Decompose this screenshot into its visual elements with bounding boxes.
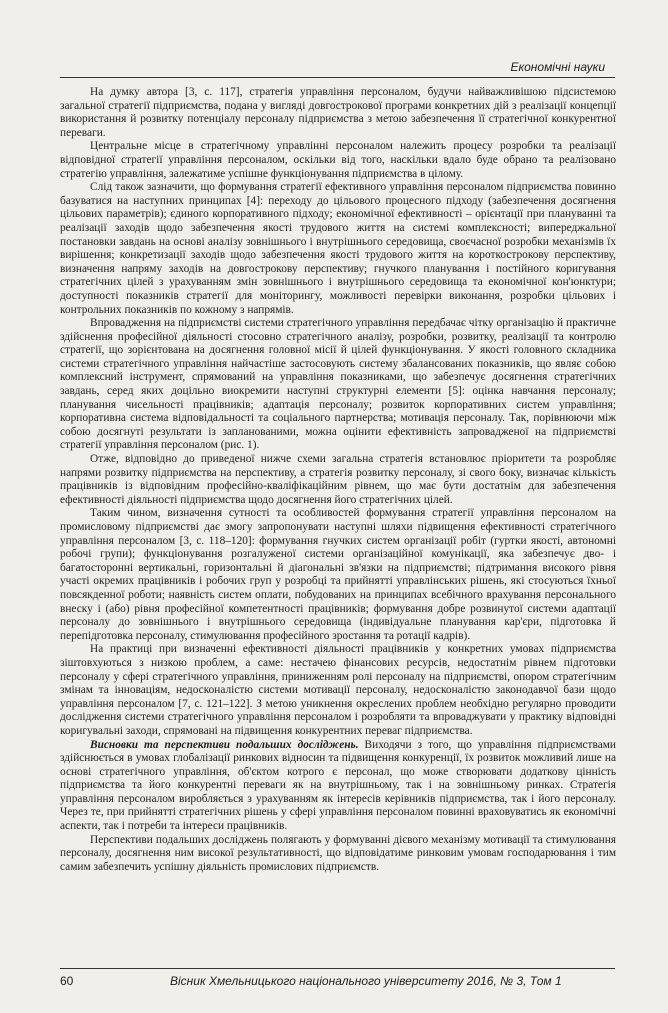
conclusions-text: Виходячи з того, що управління підприємствами здійснюється в умовах глобалізації ринкових відносин та підвищення конкуренції, їх розвиток можливий лише на основі стратегічного управління, об'єктом котрого є персонал, що може створювати додаткову цінність підприємства та його конкурентні переваги як на внутрішньому, так і на зовнішньому ринках. Стратегія управління персоналом виробляється з урахуванням як інтересів керівників підприємства, так і його персоналу. Через те, при прийнятті стратегічних рішень у сфері управління персоналом повинні враховуватись як економічні аспекти, так і потреби та інтереси працівників. [60,738,616,833]
paragraph: Отже, відповідно до приведеної нижче схеми загальна стратегія встановлює пріоритети та розробляє напрями розвитку підприємства на перспективу, а стратегія розвитку персоналу, зі свого боку, визначає кількість працівників із відповідним професійно-кваліфікаційним рівнем, що має бути достатнім для забезпечення ефективності діяльності підприємства щодо досягнення його стратегічних цілей. [60,453,616,506]
conclusions-heading: Висновки та перспективи подальших досліджень. [90,738,359,751]
final-paragraph: Перспективи подальших досліджень полягають у формуванні дієвого механізму мотивації та стимулювання персоналу, досягнення ним високої результативності, що відповідатиме ринковим умовам господарювання і тим самим забезпечить успішну діяльність промислових підприємств. [60,833,616,873]
page-number: 60 [60,974,74,988]
paragraph: Таким чином, визначення сутності та особливостей формування стратегії управління персоналом на промисловому підприємстві дає змогу запропонувати наступні шляхи підвищення ефективності стратегічного управління персоналом [3, с. 118–120]: формування гнучких систем організації робіт (гуртки якості, автономні робочі групи); функціонування розгалуженої системи організаційної комунікації, яка забезпечує дво- і багатосторонні вертикальні, горизонтальні й діагональні зв'язки на підприємстві; підтримання високого рівня участі окремих працівників і робочих груп у розробці та прийнятті управлінських рішень, які стосуються їхньої повсякденної роботи; наявність систем оплати, побудованих на принципах всебічного врахування персонального внеску і (або) рівня професійної компетентності працівників; формування добре розвинутої системи адаптації персоналу до зовнішнього і внутрішнього середовища (індивідуальне планування кар'єри, підготовка й перепідготовка персоналу, стимулювання професійного зростання та ротації кадрів). [60,507,616,642]
paragraph: На практиці при визначенні ефективності діяльності працівників у конкретних умовах підприємства зіштовхуються з низкою проблем, а саме: нестачею фінансових ресурсів, недостатнім рівнем підготовки персоналу у сфері стратегічного управління, приниженням ролі персоналу на підприємстві, опором стратегічним змінам та інноваціям, недосконалістю системи мотивації персоналу, недосконалістю законодавчої бази щодо управління персоналом [7, с. 121–122]. З метою уникнення окреслених проблем необхідно регулярно проводити дослідження системи стратегічного управління персоналом і розробляти та впроваджувати у практику відповідні коригувальні заходи, спрямовані на підвищення конкурентних переваг підприємства. [60,643,616,737]
paragraph: Центральне місце в стратегічному управлінні персоналом належить процесу розробки та реалізації відповідної стратегії управління персоналом, оскільки від того, наскільки вдало буде обрано та реалізовано стратегію управління, залежатиме успішне функціонування підприємства в цілому. [60,140,616,180]
paragraph: На думку автора [3, с. 117], стратегія управління персоналом, будучи найважливішою підсистемою загальної стратегії підприємства, подана у вигляді довгострокової програми конкретних дій з реалізації концепції використання й розвитку потенціалу персоналу підприємства з метою забезпечення її стратегічної конкурентної переваги. [60,86,616,139]
conclusions-paragraph [60,739,616,834]
paragraph: Впровадження на підприємстві системи стратегічного управління передбачає чітку організацію й практичне здійснення професійної діяльності стосовно стратегічного аналізу, розробки, розвитку, реалізації та контролю стратегії, що зорієнтована на досягнення головної місії й цілей функціонування. У якості головного складника системи стратегічного управління найчастіше застосовують систему збалансованих показників, що являє собою комплексний інструмент, спрямований на управління показниками, що забезпечує досягнення стратегічних завдань, серед яких доцільно виокремити наступні структурні елементи [5]: оцінка навчання персоналу; планування чисельності працівників; адаптація персоналу; розвиток корпоративних систем управління; корпоративна система відповідальності та соціального партнерства; мотивація персоналу. Так, порівнюючи між собою досягнуті результати із запланованими, можна оцінити ефективність запровадженої на підприємстві стратегії управління персоналом (рис. 1). [60,317,616,452]
paragraph: Слід також зазначити, що формування стратегії ефективного управління персоналом підприємства повинно базуватися на наступних принципах [4]: переходу до цільового процесного підходу (забезпечення досягнення цільових параметрів); єдиного корпоративного підходу; економічної ефективності – орієнтації при плануванні та реалізації заходів щодо забезпечення якості трудового життя на системі комплексності; випереджальної постановки завдань на основі аналізу зовнішнього і внутрішнього середовища, своєчасної розробки механізмів їх вирішення; конкретизації заходів щодо забезпечення якості трудового життя на короткострокову перспективу, визначення напряму заходів на довгострокову перспективу; гнучкого планування і постійного коригування стратегічних цілей з урахуванням змін зовнішнього і внутрішнього середовища та економічної кон'юнктури; доступності показників стратегії для моніторингу, можливості перевірки виконання, розробки цільових і контрольних показників по кожному з напрямів. [60,181,616,316]
section-header: Економічні науки [510,60,605,74]
article-body [60,86,616,874]
header-divider [60,77,615,78]
journal-title: Вісник Хмельницького національного університету 2016, № 3, Том 1 [170,974,562,988]
footer-divider [60,968,615,969]
